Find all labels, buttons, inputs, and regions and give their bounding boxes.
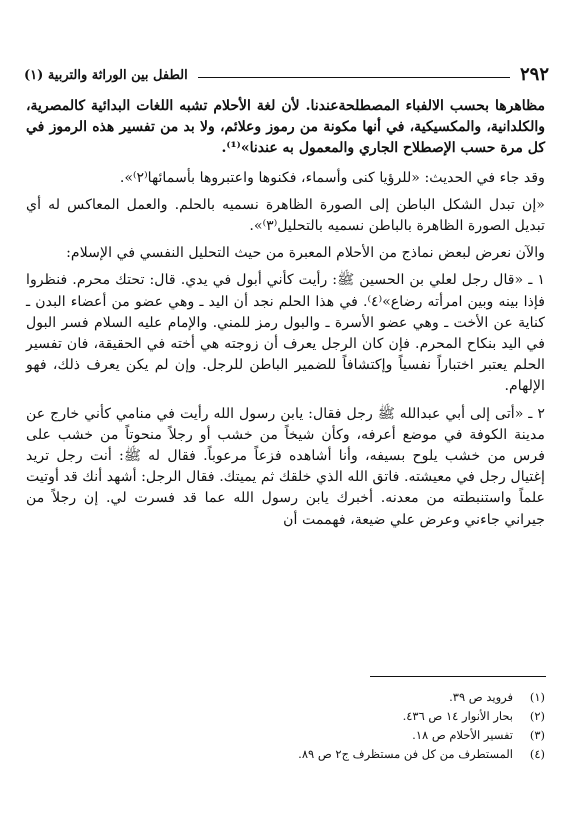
running-header (24, 62, 549, 84)
footnote-item (225, 688, 545, 707)
header-rule (198, 77, 510, 78)
paragraph: «إن تبدل الشكل الباطن إلى الصورة الظاهرة نسميه بالحلم. والعمل المعاكس له أي تبديل الصورة الظاهرة بالباطن نسميه بالتحليل⁽٣⁾». (26, 196, 545, 235)
numbered-item: ٢ ـ «أتى إلى أبي عبدالله ﷺ رجل فقال: يابن رسول الله رأيت في منامي كأني خارج عن مدينة الكوفة في موضع أعرفه، وكأن شيخاً من خشب أو رجلاً منحوتاً من خشب على فرس من خشب يلوح بسيفه، وأنا أشاهده فزعاً مرعوباً. فقال له ﷺ: أنت رجل تريد إغتيال رجل في معيشته. فاتق الله الذي خلقك ثم يميتك. فقال الرجل: أشهد أنك قد أوتيت علماً واستنبطته من معدنه. أخبرك يابن رسول الله عما قد فسرت لي. إن رجلاً من جيراني جاءني وعرض علي ضيعة، فهممت أن (26, 405, 545, 528)
footnote-item (225, 726, 545, 745)
footnote-number: (٢) (529, 709, 545, 723)
running-title: الطفل بين الوراثة والتربية (١) (24, 68, 188, 83)
quoted-paragraph: مظاهرها بحسب الالفباء المصطلحةعندنا. لأن لغة الأحلام تشبه اللغات البدائية كالمصرية، والكلدانية، والمكسيكية، في أنها مكونة من رموز وعلائم، ولا بد من تفسير هذه الرموز في كل مرة حسب الإصطلاح الجاري والمعمول به عندنا»⁽¹⁾. (26, 98, 545, 157)
main-text (26, 96, 545, 537)
footnote-number: (٤) (529, 747, 545, 761)
paragraph: وقد جاء في الحديث: «للرؤيا كنى وأسماء، فكنوها واعتبروها بأسمائها⁽٢⁾». (119, 169, 545, 186)
footnote-item (225, 707, 545, 726)
page-number: ٢٩٢ (519, 64, 549, 85)
footnote-item (225, 745, 545, 764)
footnote-number: (١) (529, 690, 545, 704)
numbered-item: ١ ـ «قال رجل لعلي بن الحسين ﷺ: رأيت كأني أبول في يدي. قال: تحتك محرم. فنظروا فإذا بينه وبين امرأته رضاع»⁽٤⁾. في هذا الحلم نجد أن اليد ـ وهي عضو من أعضاء البدن ـ كناية عن الأخت ـ وهي عضو الأسرة ـ والبول رمز للمني. والإمام عليه السلام فسر البول في اليد بنكاح المحرم. فإن كان الرجل يعرف أن زوجته هي أخته في الحقيقة، فان تفسير الحلم يعتبر اختباراً نفسياً وإكتشافاً للضمير الباطن للرجل. وإن لم يكن يعرف ذلك، فهو الإلهام. (26, 272, 546, 395)
footnote-divider (370, 676, 546, 677)
footnotes (225, 688, 545, 764)
paragraph: والآن نعرض لبعض نماذج من الأحلام المعبرة من حيث التحليل النفسي في الإسلام: (66, 245, 545, 262)
footnote-number: (٣) (529, 728, 545, 742)
footnote-text: المستطرف من كل فن مستظرف ج٢ ص ٨٩. (298, 747, 513, 761)
footnote-text: فرويد ص ٣٩. (449, 690, 513, 704)
footnote-text: تفسير الأحلام ص ١٨. (412, 728, 513, 742)
footnote-text: بحار الأنوار ١٤ ص ٤٣٦. (402, 709, 513, 723)
